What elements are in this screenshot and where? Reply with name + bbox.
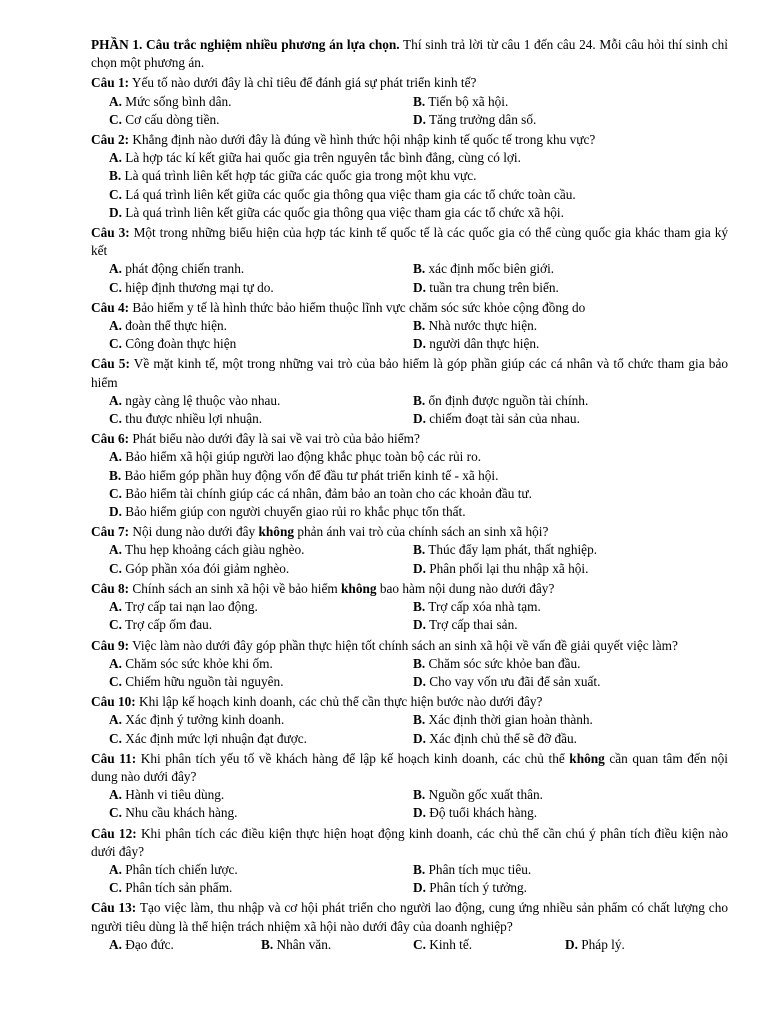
- answer-option: [565, 936, 717, 954]
- answer-option: [109, 448, 728, 466]
- option-text: Là hợp tác kí kết giữa hai quốc gia trên nguyên tắc bình đẳng, cùng có lợi.: [121, 150, 521, 166]
- option-text: Phân tích sản phẩm.: [121, 880, 233, 896]
- option-key: A.: [109, 542, 122, 558]
- option-key: D.: [413, 336, 426, 352]
- option-key: D.: [413, 411, 426, 427]
- option-text: Bảo hiểm góp phần huy động vốn để đầu tư phát triển kinh tế - xã hội.: [121, 467, 499, 483]
- option-text: Là quá trình liên kết hợp tác giữa các quốc gia trong một khu vực.: [121, 168, 477, 184]
- option-key: C.: [109, 730, 122, 746]
- answer-option: [109, 730, 413, 748]
- answer-option: [413, 560, 717, 578]
- option-row: [109, 655, 728, 673]
- option-text: Chiếm hữu nguồn tài nguyên.: [121, 673, 284, 689]
- option-text: Xác định thời gian hoàn thành.: [425, 712, 593, 728]
- option-text: Phân phối lại thu nhập xã hội.: [425, 560, 589, 576]
- option-row: [109, 598, 728, 616]
- option-key: A.: [109, 318, 122, 334]
- answer-option: [413, 936, 565, 954]
- option-text: Thu hẹp khoảng cách giàu nghèo.: [121, 542, 305, 558]
- answer-option: [413, 879, 717, 897]
- answer-option: [109, 167, 728, 185]
- question-stem: [91, 899, 728, 935]
- answer-options: [109, 655, 728, 691]
- answer-option: [109, 861, 413, 879]
- answer-option: [109, 467, 728, 485]
- answer-option: [109, 279, 413, 297]
- option-key: C.: [109, 111, 122, 127]
- question-text: phản ánh vai trò của chính sách an sinh xã hội?: [294, 524, 549, 540]
- question-text: cần quan tâm đến nội dung nào dưới đây?: [91, 750, 728, 784]
- answer-option: [109, 936, 261, 954]
- emphasis-text: không: [341, 580, 377, 596]
- option-key: B.: [413, 712, 426, 728]
- question-stem: [91, 131, 728, 149]
- option-key: D.: [413, 805, 426, 821]
- option-key: A.: [109, 787, 122, 803]
- question-10: [91, 693, 728, 748]
- answer-option: [413, 786, 717, 804]
- option-key: C.: [109, 880, 122, 896]
- option-text: Là quá trình liên kết giữa các quốc gia thông qua việc tham gia các tổ chức xã hội.: [121, 204, 564, 220]
- option-text: Phân tích mục tiêu.: [425, 861, 532, 877]
- option-text: Nhân văn.: [273, 936, 332, 952]
- answer-option: [109, 503, 728, 521]
- answer-option: [109, 93, 413, 111]
- option-row: [109, 279, 728, 297]
- option-text: Độ tuổi khách hàng.: [425, 805, 538, 821]
- option-text: thu được nhiều lợi nhuận.: [121, 411, 263, 427]
- answer-option: [109, 260, 413, 278]
- option-key: B.: [413, 542, 426, 558]
- question-label: Câu 11:: [91, 750, 137, 766]
- question-13: [91, 899, 728, 954]
- answer-options: [109, 936, 728, 954]
- option-row: [109, 879, 728, 897]
- option-key: C.: [109, 186, 122, 202]
- question-text: Bảo hiểm y tế là hình thức bảo hiểm thuộc lĩnh vực chăm sóc sức khỏe cộng đồng do: [129, 299, 586, 315]
- answer-option: [413, 598, 717, 616]
- question-stem: [91, 74, 728, 92]
- option-text: Pháp lý.: [577, 936, 625, 952]
- answer-options: [109, 711, 728, 747]
- question-text: Khi phân tích yếu tố về khách hàng để lập kế hoạch kinh doanh, các chủ thể: [136, 750, 570, 766]
- answer-options: [109, 317, 728, 353]
- option-text: Hành vi tiêu dùng.: [121, 787, 225, 803]
- option-text: Mức sống bình dân.: [121, 93, 232, 109]
- question-11: [91, 750, 728, 823]
- option-key: D.: [413, 279, 426, 295]
- option-text: Xác định ý tưởng kinh doanh.: [121, 712, 285, 728]
- answer-option: [109, 317, 413, 335]
- option-row: [109, 786, 728, 804]
- answer-option: [109, 541, 413, 559]
- option-key: A.: [109, 936, 122, 952]
- option-text: Phân tích ý tưởng.: [425, 880, 527, 896]
- option-key: B.: [261, 936, 274, 952]
- answer-option: [413, 655, 717, 673]
- option-key: A.: [109, 655, 122, 671]
- option-text: Kinh tế.: [425, 936, 473, 952]
- answer-option: [413, 260, 717, 278]
- option-text: Chăm sóc sức khỏe ban đầu.: [425, 655, 581, 671]
- option-row: [109, 392, 728, 410]
- question-text: Yếu tố nào dưới đây là chỉ tiêu để đánh giá sự phát triển kinh tế?: [129, 75, 477, 91]
- option-key: A.: [109, 261, 122, 277]
- answer-option: [109, 485, 728, 503]
- option-text: Trợ cấp xóa nhà tạm.: [425, 599, 541, 615]
- question-stem: [91, 693, 728, 711]
- question-stem: [91, 299, 728, 317]
- question-text: Chính sách an sinh xã hội về bảo hiểm: [129, 580, 342, 596]
- option-text: Cơ cấu dòng tiền.: [121, 111, 220, 127]
- answer-option: [109, 598, 413, 616]
- option-text: tuần tra chung trên biển.: [425, 279, 559, 295]
- option-text: ngày càng lệ thuộc vào nhau.: [121, 392, 281, 408]
- answer-options: [109, 260, 728, 296]
- option-key: B.: [413, 93, 426, 109]
- answer-option: [109, 335, 413, 353]
- section-heading: PHẦN 1. Câu trắc nghiệm nhiều phương án lựa chọn.: [91, 37, 400, 52]
- answer-option: [413, 861, 717, 879]
- option-row: [109, 730, 728, 748]
- question-label: Câu 2:: [91, 132, 130, 148]
- option-row: [109, 936, 728, 954]
- question-2: [91, 131, 728, 222]
- option-text: ổn định được nguồn tài chính.: [425, 392, 589, 408]
- option-text: Trợ cấp thai sản.: [425, 617, 518, 633]
- question-9: [91, 637, 728, 692]
- option-key: A.: [109, 150, 122, 166]
- option-key: B.: [413, 261, 426, 277]
- option-row: [109, 93, 728, 111]
- option-key: B.: [109, 168, 122, 184]
- option-text: phát động chiến tranh.: [121, 261, 245, 277]
- answer-option: [109, 560, 413, 578]
- answer-options: [109, 786, 728, 822]
- answer-option: [413, 335, 717, 353]
- option-key: A.: [109, 449, 122, 465]
- answer-option: [413, 711, 717, 729]
- option-text: Chăm sóc sức khỏe khi ốm.: [121, 655, 273, 671]
- question-label: Câu 7:: [91, 524, 130, 540]
- option-text: Bảo hiểm tài chính giúp các cá nhân, đảm bảo an toàn cho các khoản đầu tư.: [121, 485, 532, 501]
- answer-options: [109, 861, 728, 897]
- answer-option: [413, 392, 717, 410]
- question-text: Tạo việc làm, thu nhập và cơ hội phát triển cho người lao động, cung ứng nhiều sản phẩm có chất lượng cho người tiêu dùng là thể hiện trách nhiệm xã hội nào dưới đây của doanh nghiệp?: [91, 900, 728, 934]
- question-text: Khi lập kế hoạch kinh doanh, các chủ thể cần thực hiện bước nào dưới đây?: [135, 694, 543, 710]
- option-row: [109, 673, 728, 691]
- answer-option: [109, 111, 413, 129]
- question-label: Câu 13:: [91, 900, 137, 916]
- option-text: Xác định chủ thể sẽ đỡ đầu.: [425, 730, 577, 746]
- question-label: Câu 1:: [91, 75, 130, 91]
- question-12: [91, 825, 728, 898]
- question-label: Câu 5:: [91, 356, 130, 372]
- question-7: [91, 523, 728, 578]
- answer-option: [413, 673, 717, 691]
- option-text: Xác định mức lợi nhuận đạt được.: [121, 730, 307, 746]
- option-key: A.: [109, 392, 122, 408]
- answer-option: [109, 711, 413, 729]
- question-label: Câu 10:: [91, 694, 136, 710]
- option-key: A.: [109, 599, 122, 615]
- option-key: A.: [109, 861, 122, 877]
- answer-option: [109, 410, 413, 428]
- answer-option: [413, 804, 717, 822]
- answer-option: [413, 93, 717, 111]
- answer-option: [261, 936, 413, 954]
- answer-option: [109, 616, 413, 634]
- option-text: Cho vay vốn ưu đãi để sản xuất.: [425, 673, 601, 689]
- option-text: đoàn thể thực hiện.: [121, 318, 227, 334]
- option-text: Tiến bộ xã hội.: [425, 93, 509, 109]
- option-key: C.: [109, 805, 122, 821]
- option-row: [109, 260, 728, 278]
- option-row: [109, 317, 728, 335]
- option-row: [109, 335, 728, 353]
- question-label: Câu 12:: [91, 825, 137, 841]
- answer-option: [413, 317, 717, 335]
- section-instructions: Thí sinh trả lời từ câu 1 đến câu 24. Mỗi câu hỏi thí sinh chỉ chọn một phương án.: [91, 37, 728, 71]
- emphasis-text: không: [258, 524, 294, 540]
- option-row: [109, 560, 728, 578]
- question-stem: [91, 637, 728, 655]
- answer-option: [413, 730, 717, 748]
- option-row: [109, 111, 728, 129]
- question-text: Về mặt kinh tế, một trong những vai trò của bảo hiểm là góp phần giúp các cá nhân và tổ chức tham gia bảo hiểm: [91, 356, 728, 390]
- answer-option: [413, 541, 717, 559]
- question-stem: [91, 430, 728, 448]
- option-text: xác định mốc biên giới.: [425, 261, 555, 277]
- option-text: Bảo hiểm xã hội giúp người lao động khắc phục toàn bộ các rủi ro.: [121, 449, 482, 465]
- answer-option: [109, 186, 728, 204]
- question-label: Câu 3:: [91, 225, 130, 241]
- option-text: Nhà nước thực hiện.: [425, 318, 538, 334]
- question-1: [91, 74, 728, 129]
- option-text: Trợ cấp ốm đau.: [121, 617, 213, 633]
- answer-option: [109, 655, 413, 673]
- answer-option: [109, 149, 728, 167]
- option-key: B.: [413, 655, 426, 671]
- question-text: Khẳng định nào dưới đây là đúng về hình thức hội nhập kinh tế quốc tế trong khu vực?: [129, 132, 596, 148]
- question-stem: [91, 750, 728, 786]
- question-stem: [91, 224, 728, 260]
- option-text: Thúc đẩy lạm phát, thất nghiệp.: [425, 542, 598, 558]
- option-row: [109, 711, 728, 729]
- question-text: Phát biểu nào dưới đây là sai về vai trò của bảo hiểm?: [129, 431, 420, 447]
- question-text: Nội dung nào dưới đây: [129, 524, 259, 540]
- question-text: bao hàm nội dung nào dưới đây?: [376, 580, 555, 596]
- option-key: D.: [413, 111, 426, 127]
- option-key: B.: [413, 318, 426, 334]
- option-key: C.: [109, 279, 122, 295]
- question-text: Một trong những biểu hiện của hợp tác kinh tế quốc tế là các quốc gia có thể cùng quốc gia khác tham gia ký kết: [91, 225, 728, 259]
- option-key: D.: [413, 560, 426, 576]
- option-row: [109, 616, 728, 634]
- question-stem: [91, 355, 728, 391]
- option-key: C.: [109, 411, 122, 427]
- answer-option: [413, 111, 717, 129]
- answer-option: [109, 804, 413, 822]
- question-5: [91, 355, 728, 428]
- answer-options: [109, 93, 728, 129]
- question-label: Câu 6:: [91, 431, 130, 447]
- question-8: [91, 580, 728, 635]
- option-text: Trợ cấp tai nạn lao động.: [121, 599, 258, 615]
- option-row: [109, 861, 728, 879]
- question-text: Khi phân tích các điều kiện thực hiện hoạt động kinh doanh, các chủ thể cần chú ý phân tích điều kiện nào dưới đây?: [91, 825, 728, 859]
- option-key: B.: [413, 787, 426, 803]
- option-key: D.: [413, 880, 426, 896]
- question-label: Câu 4:: [91, 299, 130, 315]
- option-key: B.: [109, 467, 122, 483]
- answer-options: [109, 149, 728, 222]
- option-key: B.: [413, 392, 426, 408]
- option-text: Công đoàn thực hiện: [121, 336, 237, 352]
- question-stem: [91, 523, 728, 541]
- option-key: A.: [109, 712, 122, 728]
- option-text: Bảo hiểm giúp con người chuyển giao rủi ro khắc phục tổn thất.: [121, 504, 466, 520]
- option-text: Phân tích chiến lược.: [121, 861, 238, 877]
- option-key: C.: [413, 936, 426, 952]
- option-key: D.: [413, 673, 426, 689]
- option-text: Tăng trưởng dân số.: [425, 111, 537, 127]
- answer-options: [109, 448, 728, 521]
- answer-option: [413, 616, 717, 634]
- option-key: D.: [413, 730, 426, 746]
- answer-option: [109, 673, 413, 691]
- question-label: Câu 8:: [91, 580, 130, 596]
- option-row: [109, 410, 728, 428]
- option-key: D.: [413, 617, 426, 633]
- answer-options: [109, 392, 728, 428]
- option-key: A.: [109, 93, 122, 109]
- option-text: chiếm đoạt tài sản của nhau.: [425, 411, 580, 427]
- question-list: [91, 74, 728, 954]
- question-label: Câu 9:: [91, 637, 130, 653]
- question-3: [91, 224, 728, 297]
- question-stem: [91, 580, 728, 598]
- option-text: Đạo đức.: [121, 936, 174, 952]
- answer-option: [109, 786, 413, 804]
- option-text: Nguồn gốc xuất thân.: [425, 787, 544, 803]
- answer-options: [109, 598, 728, 634]
- question-stem: [91, 825, 728, 861]
- option-key: D.: [109, 204, 122, 220]
- question-4: [91, 299, 728, 354]
- answer-option: [109, 879, 413, 897]
- option-row: [109, 541, 728, 559]
- option-text: người dân thực hiện.: [425, 336, 540, 352]
- option-key: C.: [109, 485, 122, 501]
- answer-option: [413, 410, 717, 428]
- option-key: D.: [109, 504, 122, 520]
- answer-option: [109, 204, 728, 222]
- option-key: C.: [109, 336, 122, 352]
- option-text: Nhu cầu khách hàng.: [121, 805, 238, 821]
- option-key: D.: [565, 936, 578, 952]
- option-key: C.: [109, 560, 122, 576]
- option-key: B.: [413, 861, 426, 877]
- option-text: hiệp định thương mại tự do.: [121, 279, 274, 295]
- option-text: Lá quá trình liên kết giữa các quốc gia thông qua việc tham gia các tổ chức toàn cầu.: [121, 186, 576, 202]
- answer-options: [109, 541, 728, 577]
- option-key: C.: [109, 673, 122, 689]
- option-key: C.: [109, 617, 122, 633]
- emphasis-text: không: [569, 750, 605, 766]
- section-intro: [91, 36, 728, 72]
- question-text: Việc làm nào dưới đây góp phần thực hiện tốt chính sách an sinh xã hội về vấn đề giải quyết việc làm?: [129, 637, 678, 653]
- answer-option: [413, 279, 717, 297]
- option-key: B.: [413, 599, 426, 615]
- answer-option: [109, 392, 413, 410]
- question-6: [91, 430, 728, 521]
- option-row: [109, 804, 728, 822]
- option-text: Góp phần xóa đói giảm nghèo.: [121, 560, 290, 576]
